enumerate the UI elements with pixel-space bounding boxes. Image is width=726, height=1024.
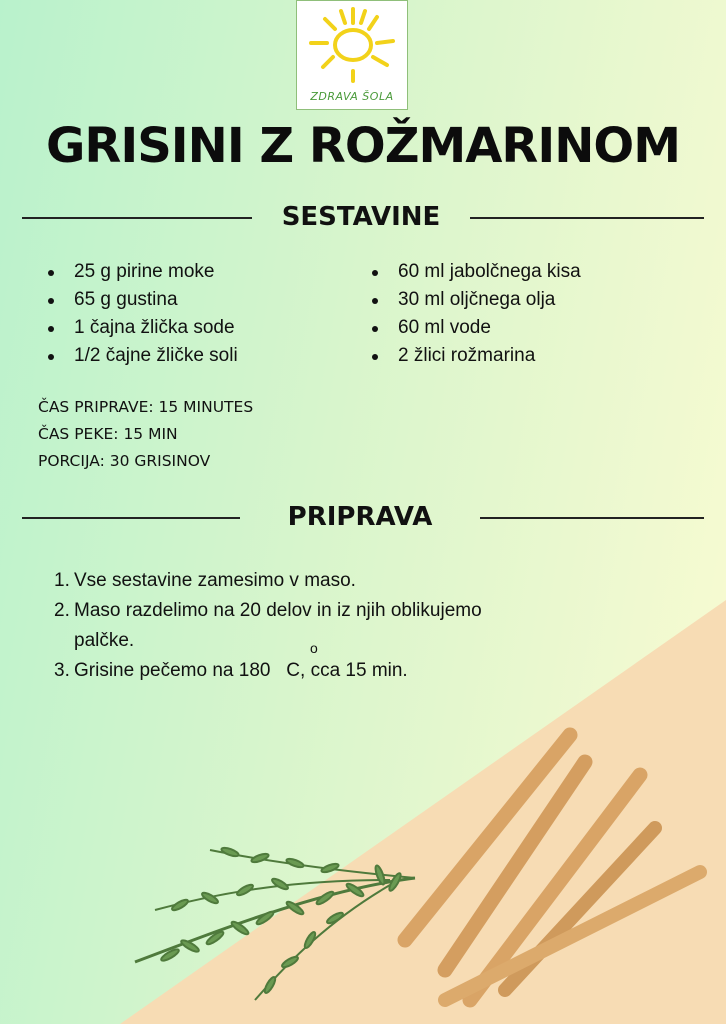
list-item: 2 žlici rožmarina — [364, 342, 581, 370]
sun-icon — [297, 1, 409, 91]
list-item: 1 čajna žlička sode — [40, 314, 238, 342]
step-text: Grisine pečemo na 180 C, cca 15 min. — [74, 660, 408, 681]
step-text: Vse sestavine zamesimo v maso. — [74, 570, 356, 591]
list-item: 1/2 čajne žličke soli — [40, 342, 238, 370]
section-heading-ingredients: SESTAVINE — [281, 202, 441, 232]
logo-text: ZDRAVA ŠOLA — [310, 90, 394, 103]
rosemary-image — [135, 846, 415, 1000]
list-item: 60 ml vode — [364, 314, 581, 342]
list-item — [54, 596, 494, 656]
recipe-illustration — [0, 700, 726, 1024]
breadsticks-image — [405, 735, 700, 1000]
list-item: 60 ml jabolčnega kisa — [364, 258, 581, 286]
step-text: Maso razdelimo na 20 delov in iz njih oblikujemo palčke. — [74, 600, 482, 651]
page-title: GRISINI Z ROŽMARINOM — [46, 118, 680, 174]
portion-count: PORCIJA: 30 GRISINOV — [38, 452, 211, 470]
list-item: 65 g gustina — [40, 286, 238, 314]
ingredient-list-right — [364, 258, 581, 370]
preparation-steps — [54, 566, 494, 686]
recipe-info — [38, 394, 253, 475]
divider — [22, 517, 240, 519]
list-item: 30 ml oljčnega olja — [364, 286, 581, 314]
ingredient-list-left — [40, 258, 238, 370]
list-item — [54, 566, 494, 596]
bake-time: ČAS PEKE: 15 MIN — [38, 425, 178, 443]
step-number: 2. — [54, 600, 70, 621]
list-item: 25 g pirine moke — [40, 258, 238, 286]
step-number: 3. — [54, 660, 70, 681]
logo — [296, 0, 408, 110]
divider — [480, 517, 704, 519]
section-heading-preparation: PRIPRAVA — [287, 502, 433, 532]
divider — [22, 217, 252, 219]
prep-time: ČAS PRIPRAVE: 15 MINUTES — [38, 398, 254, 416]
step-number: 1. — [54, 570, 70, 591]
divider — [470, 217, 704, 219]
degree-symbol: o — [310, 640, 318, 656]
list-item — [54, 656, 494, 686]
